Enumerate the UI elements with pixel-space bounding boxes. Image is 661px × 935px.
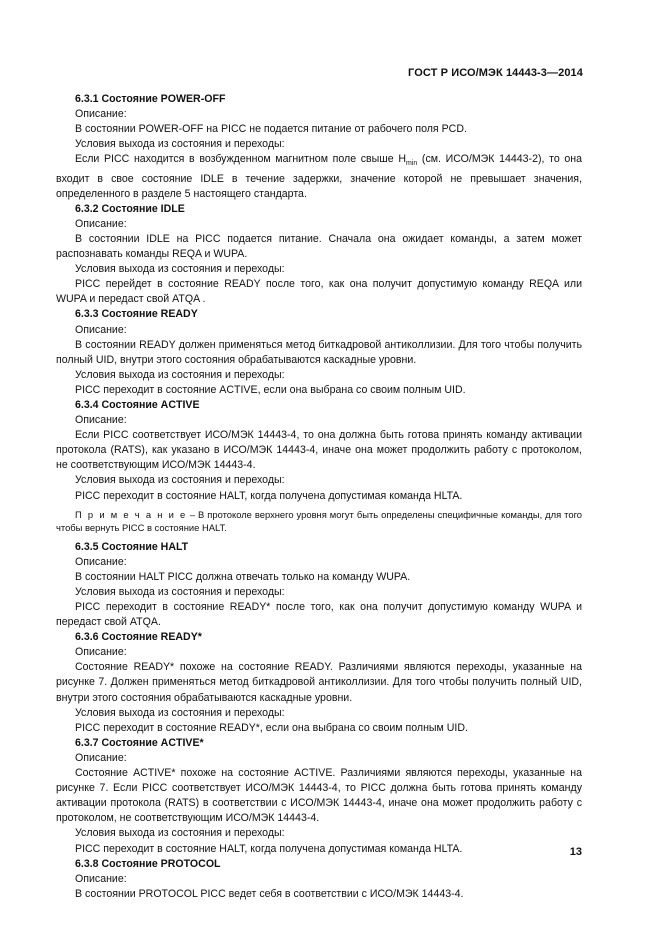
section-heading: 6.3.5 Состояние HALT [75, 540, 189, 553]
exit-label: Условия выхода из состояния и переходы: [75, 138, 285, 151]
section-heading: 6.3.2 Состояние IDLE [75, 202, 185, 215]
exit-label: Условия выхода из состояния и переходы: [75, 706, 285, 719]
note [56, 508, 582, 534]
note-label: П р и м е ч а н и е [75, 508, 187, 520]
exit-text: PICC переходит в состояние READY*, если она выбрана со своим полным UID. [75, 721, 468, 734]
description-label: Описание: [75, 751, 127, 764]
description-text: В состоянии IDLE на PICC подается питание. Сначала она ожидает команды, а затем может распознавать команды REQA и WUPA. [56, 232, 582, 261]
page-number: 13 [569, 846, 582, 858]
description-text: В состоянии HALT PICC должна отвечать только на команду WUPA. [75, 570, 411, 583]
exit-text: PICC переходит в состояние HALT, когда получена допустимая команда HLTA. [75, 842, 463, 855]
description-label: Описание: [75, 217, 127, 230]
section-heading: 6.3.3 Состояние READY [75, 308, 198, 321]
document-body [56, 92, 582, 902]
exit-label: Условия выхода из состояния и переходы: [75, 585, 285, 598]
description-text: В состоянии PROTOCOL PICC ведет себя в соответствии с ИСО/МЭК 14443-4. [75, 887, 464, 900]
exit-text: PICC перейдет в состояние READY после того, как она получит допустимую команду REQA или WUPA и передаст свой ATQA . [56, 278, 582, 306]
description-text: Если PICC соответствует ИСО/МЭК 14443-4, то она должна быть готова принять команду активации протокола (RATS), как указано в ИСО/МЭК 14443-4, иначе она может продолжить работу с протоколом, не соответствующим ИСО/МЭК 14443-4. [56, 429, 582, 472]
section-heading: 6.3.4 Состояние ACTIVE [75, 398, 200, 411]
description-label: Описание: [75, 414, 127, 427]
exit-text: PICC переходит в состояние READY* после того, как она получит допустимую команду WUPA и передаст свой ATQA. [56, 601, 582, 629]
description-text: В состоянии POWER-OFF на PICC не подается питание от рабочего поля PCD. [75, 123, 467, 136]
document-header: ГОСТ Р ИСО/МЭК 14443-3—2014 [408, 67, 583, 79]
description-text: В состоянии READY должен применяться метод биткадровой антиколлизии. Для того чтобы получить полный UID, внутри этого состояния обрабатываются каскадные уровни. [56, 338, 582, 366]
exit-text: PICC переходит в состояние HALT, когда получена допустимая команда HLTA. [75, 489, 463, 502]
description-text: Состояние ACTIVE* похоже на состояние ACTIVE. Различиями являются переходы, указанные на рисунке 7. Если PICC соответствует ИСО/МЭК 14443-4, то PICC должна быть готова принять команду активации протокола (RATS) в соответствии с ИСО/МЭК 14443-4, иначе она может продолжить работу с протоколом, не соответствующим ИСО/МЭК 14443-4. [56, 767, 582, 825]
description-label: Описание: [75, 108, 127, 121]
description-text: Состояние READY* похоже на состояние READY. Различиями являются переходы, указанные на рисунке 7. Должен применяться метод биткадровой антиколлизии. Для того чтобы получить полный UID, внутри этого состояния обрабатываются каскадные уровни. [56, 661, 582, 704]
section-heading: 6.3.1 Состояние POWER-OFF [75, 93, 226, 105]
note-text: – В протоколе верхнего уровня могут быть определены специфичные команды, для того чтобы вернуть PICC в состояние HALT. [56, 508, 582, 533]
section-heading: 6.3.7 Состояние ACTIVE* [75, 736, 204, 749]
section-heading: 6.3.8 Состояние PROTOCOL [75, 857, 221, 870]
exit-text: Если PICC находится в возбужденном магнитном поле свыше $H_{min}$ (см. ИСО/МЭК 14443-2), то она входит в свое состояние IDLE в течение задержки, значение которой не превышает значения, определенного в разделе 5 настоящего стандарта. [56, 153, 583, 200]
exit-label: Условия выхода из состояния и переходы: [75, 263, 285, 276]
section-heading: 6.3.6 Состояние READY* [75, 631, 202, 644]
exit-label: Условия выхода из состояния и переходы: [75, 368, 285, 381]
description-label: Описание: [75, 872, 127, 885]
exit-text: PICC переходит в состояние ACTIVE, если она выбрана со своим полным UID. [75, 383, 466, 396]
description-label: Описание: [75, 555, 127, 568]
description-label: Описание: [75, 323, 127, 336]
description-label: Описание: [75, 646, 127, 659]
exit-label: Условия выхода из состояния и переходы: [75, 827, 285, 840]
exit-label: Условия выхода из состояния и переходы: [75, 474, 285, 487]
